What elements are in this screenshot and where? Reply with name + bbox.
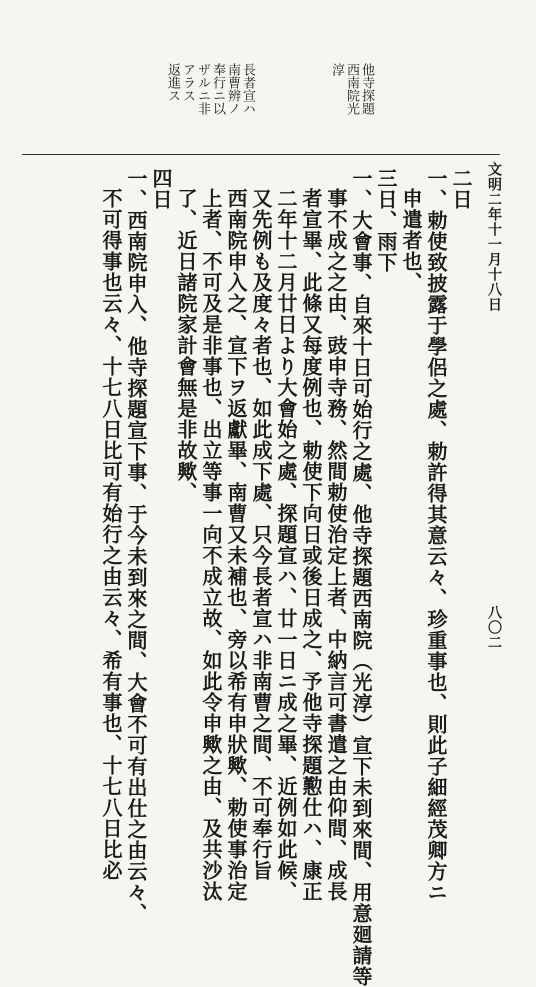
text-column: 二日 (449, 168, 473, 210)
margin-note-line: 他寺探題 (359, 63, 374, 115)
margin-note-line: 奉行ニ以 (210, 63, 225, 115)
text-column: 一、勅使致披露于學侶之處、勅許得其意云々、珍重事也、則此子細經茂卿方ニ (424, 168, 448, 903)
text-column: 又先例も及度々者也、如此成下處、只今長者宣ハ非南曹之間、不可奉行旨 (249, 188, 273, 881)
margin-note-line: 返進ス (165, 63, 180, 102)
text-column: 一、西南院申入、他寺探題宣下事、于今未到來之間、大會不可有出仕之由云々、 (124, 168, 148, 924)
text-column: 西南院申入之、宣下ヲ返獻畢、南曹又未補也、旁以希有申狀歟、勅使事治定 (224, 188, 248, 902)
text-column: 四日 (149, 168, 173, 210)
text-column: 二年十二月廿日より大會始之處、探題宣ハ、廿一日ニ成之畢、近例如此候、 (274, 188, 298, 902)
margin-note-line: 南曹辨ノ (225, 63, 240, 115)
entry-date-header: 文明二年十一月十八日 (486, 162, 502, 312)
margin-note-line: 長者宣ハ (240, 63, 255, 115)
text-column: 申遣者也、 (399, 188, 423, 293)
margin-note-line: 淳 (329, 63, 344, 76)
margin-note-line: 西南院光 (344, 63, 359, 115)
text-column: 一、大會事、自來十日可始行之處、他寺探題西南院（光淳）宣下未到來間、用意廻請等 (349, 168, 373, 987)
text-column: 者宣畢、此條又每度例也、勅使下向日或後日成之、予他寺探題懃仕ハ、康正 (299, 188, 323, 902)
margin-note-line: ザルニ非 (195, 63, 210, 115)
header-rule (22, 154, 500, 155)
page-number: 八〇二 (486, 605, 502, 650)
text-column: 了、近日諸院家計會無是非故歟、 (174, 188, 198, 503)
text-column: 不可得事也云々、十七八日比可有始行之由云々、希有事也、十七八日比必 (99, 188, 123, 881)
text-column: 事不成之之由、豉申寺務、然間勅使治定上者、中納言可書遣之由仰間、成長 (324, 188, 348, 902)
text-column: 上者、不可及是非事也、出立等事一向不成立故、如此令申歟之由、及共沙汰 (199, 188, 223, 902)
text-column: 三日、雨下 (374, 168, 398, 273)
margin-note-line: アラス (180, 63, 195, 102)
